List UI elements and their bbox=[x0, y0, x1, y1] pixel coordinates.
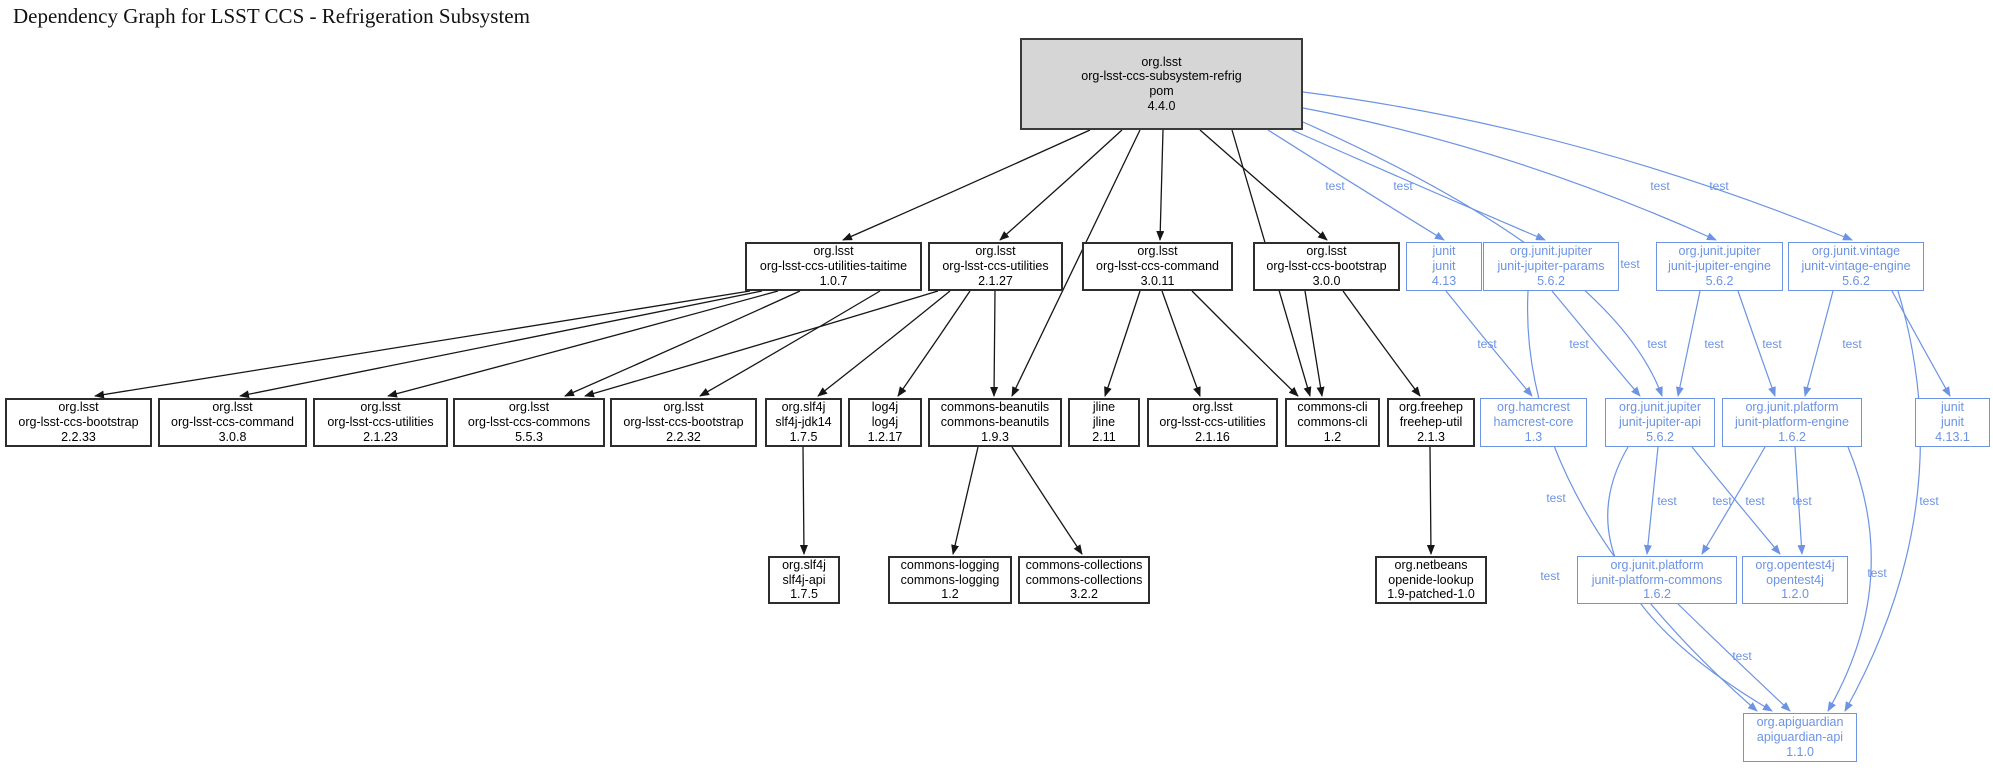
node-junit4131[interactable] bbox=[1915, 398, 1990, 447]
edge-command3011--commonscli bbox=[1192, 291, 1298, 396]
edge-jupiterapi--opentest4j bbox=[1692, 447, 1780, 554]
node-label: 2.1.16 bbox=[1195, 429, 1230, 444]
node-label: commons-logging bbox=[900, 572, 1000, 587]
edge-platformengine--opentest4j bbox=[1795, 447, 1802, 554]
node-label: 3.0.0 bbox=[1312, 273, 1341, 288]
node-label: junit-jupiter-params bbox=[1497, 259, 1605, 274]
node-utilities2116[interactable] bbox=[1147, 398, 1278, 447]
node-label: org-lsst-ccs-utilities bbox=[1159, 415, 1266, 430]
node-label: pom bbox=[1149, 84, 1174, 98]
node-label: 3.2.2 bbox=[1070, 587, 1098, 602]
node-commonslogging[interactable] bbox=[888, 556, 1012, 604]
edge-label-test: test bbox=[1792, 494, 1812, 508]
edge-label-test: test bbox=[1647, 337, 1667, 351]
node-label: org.lsst bbox=[1137, 244, 1178, 259]
node-label: org-lsst-ccs-utilities bbox=[327, 415, 434, 430]
node-label: 4.13.1 bbox=[1935, 429, 1970, 444]
node-bootstrap2232[interactable] bbox=[610, 398, 757, 447]
edge-taitime--command308 bbox=[240, 291, 762, 396]
node-label: org.junit.jupiter bbox=[1678, 244, 1761, 259]
edge-root--vintageengine bbox=[1303, 92, 1852, 240]
node-label: junit bbox=[1432, 244, 1456, 259]
node-label: junit bbox=[1432, 259, 1456, 274]
node-label: 1.2 bbox=[1323, 429, 1342, 444]
node-slf4japi[interactable] bbox=[768, 556, 840, 604]
node-label: 5.6.2 bbox=[1705, 273, 1734, 288]
node-commonscli[interactable] bbox=[1285, 398, 1380, 447]
edge-junit413--hamcrest bbox=[1446, 291, 1532, 396]
node-label: junit-platform-commons bbox=[1591, 572, 1723, 587]
edge-utilities2127--slf4jjdk14 bbox=[818, 291, 950, 396]
edge-bootstrap300--freehep bbox=[1343, 291, 1420, 396]
edge-jupiterparams--jupiterapi bbox=[1552, 291, 1640, 396]
edge-platformcommons--apiguardian bbox=[1678, 604, 1790, 711]
node-label: org.lsst bbox=[1306, 244, 1347, 259]
edge-label-test: test bbox=[1712, 494, 1732, 508]
node-label: 2.1.27 bbox=[978, 273, 1013, 288]
node-label: openide-lookup bbox=[1388, 572, 1474, 587]
edge-label-test: test bbox=[1393, 179, 1413, 193]
node-label: commons-beanutils bbox=[940, 415, 1050, 430]
node-junit413[interactable] bbox=[1406, 242, 1482, 291]
node-label: org-lsst-ccs-bootstrap bbox=[18, 415, 139, 430]
edge-utilities2127--log4j bbox=[898, 291, 970, 396]
node-label: org.lsst bbox=[975, 244, 1016, 259]
edge-beanutils--commonslogging bbox=[953, 447, 978, 554]
node-label: org.lsst bbox=[508, 400, 550, 415]
node-label: org.lsst bbox=[360, 400, 401, 415]
node-label: org.lsst bbox=[212, 400, 253, 415]
edge-utilities2127--commons553 bbox=[585, 291, 938, 396]
edge-freehep--openidelookup bbox=[1430, 447, 1431, 554]
node-label: org.slf4j bbox=[781, 400, 826, 415]
node-slf4jjdk14[interactable] bbox=[765, 398, 842, 447]
edge-platformengine--platformcommons bbox=[1702, 447, 1765, 554]
edge-root--bootstrap300 bbox=[1200, 130, 1327, 240]
node-label: commons-logging bbox=[900, 557, 1000, 572]
edge-root--utilities2127 bbox=[1000, 130, 1122, 240]
node-label: 2.11 bbox=[1092, 429, 1116, 444]
node-label: org-lsst-ccs-subsystem-refrig bbox=[1081, 69, 1242, 84]
node-taitime[interactable] bbox=[745, 242, 922, 291]
node-label: junit-jupiter-api bbox=[1619, 415, 1701, 430]
edge-taitime--bootstrap2232 bbox=[700, 291, 880, 396]
node-label: junit-platform-engine bbox=[1735, 415, 1849, 430]
node-label: org.opentest4j bbox=[1755, 557, 1835, 572]
node-label: commons-cli bbox=[1297, 415, 1368, 430]
edge-label-test: test bbox=[1540, 569, 1560, 583]
node-utilities2123[interactable] bbox=[313, 398, 448, 447]
node-label: slf4j-api bbox=[782, 572, 826, 587]
node-label: 1.9.3 bbox=[981, 429, 1009, 444]
node-label: org-lsst-ccs-utilities-taitime bbox=[759, 259, 908, 274]
node-label: org.slf4j bbox=[782, 557, 826, 572]
node-root[interactable] bbox=[1020, 38, 1303, 130]
node-label: org-lsst-ccs-bootstrap bbox=[623, 415, 744, 430]
node-label: 2.1.23 bbox=[363, 429, 398, 444]
node-label: org.lsst bbox=[813, 244, 854, 259]
node-commonscollections[interactable] bbox=[1018, 556, 1150, 604]
edge-taitime--utilities2123 bbox=[388, 291, 778, 396]
edge-vintageengine--apiguardian bbox=[1845, 291, 1920, 711]
node-label: org-lsst-ccs-bootstrap bbox=[1266, 259, 1387, 274]
edge-label-test: test bbox=[1709, 179, 1729, 193]
node-label: junit bbox=[1941, 415, 1964, 430]
edge-vintageengine--junit4131 bbox=[1892, 291, 1950, 396]
node-label: slf4j-jdk14 bbox=[775, 415, 832, 430]
node-jupiterengine[interactable] bbox=[1656, 242, 1783, 291]
edge-label-test: test bbox=[1732, 649, 1752, 663]
node-label: commons-collections bbox=[1025, 557, 1143, 572]
node-label: org.junit.platform bbox=[1610, 557, 1704, 572]
edge-label-test: test bbox=[1325, 179, 1345, 193]
node-label: org-lsst-ccs-utilities bbox=[942, 259, 1049, 274]
edge-label-test: test bbox=[1745, 494, 1765, 508]
node-label: 1.6.2 bbox=[1778, 429, 1806, 444]
node-label: org.freehep bbox=[1399, 400, 1463, 415]
node-label: 2.2.33 bbox=[61, 429, 96, 444]
node-bootstrap2233[interactable] bbox=[5, 398, 152, 447]
node-label: log4j bbox=[871, 400, 899, 415]
node-label: 5.6.2 bbox=[1646, 429, 1674, 444]
edge-label-test: test bbox=[1546, 491, 1566, 505]
node-vintageengine[interactable] bbox=[1788, 242, 1924, 291]
node-freehep[interactable] bbox=[1387, 398, 1475, 447]
node-label: apiguardian-api bbox=[1756, 730, 1844, 745]
node-label: freehep-util bbox=[1399, 415, 1463, 430]
node-label: 1.0.7 bbox=[819, 273, 848, 288]
node-label: 1.7.5 bbox=[789, 429, 818, 444]
node-jupiterapi[interactable] bbox=[1605, 398, 1715, 447]
node-label: org.junit.jupiter bbox=[1619, 400, 1701, 415]
edge-root--taitime bbox=[843, 130, 1090, 240]
node-label: 1.6.2 bbox=[1643, 587, 1671, 602]
node-label: junit bbox=[1941, 400, 1964, 415]
node-label: 1.2.0 bbox=[1781, 587, 1809, 602]
edge-root--junit413 bbox=[1268, 130, 1444, 240]
edge-label-test: test bbox=[1867, 566, 1887, 580]
node-label: 3.0.11 bbox=[1140, 273, 1175, 288]
node-label: org.junit.platform bbox=[1745, 400, 1839, 415]
node-label: 2.1.3 bbox=[1417, 429, 1445, 444]
edge-jupiterapi--platformcommons bbox=[1647, 447, 1658, 554]
node-label: org.hamcrest bbox=[1497, 400, 1570, 415]
node-label: org.junit.jupiter bbox=[1510, 244, 1592, 259]
node-label: org.netbeans bbox=[1394, 557, 1468, 572]
node-label: opentest4j bbox=[1766, 572, 1824, 587]
edge-label-test: test bbox=[1762, 337, 1782, 351]
edge-beanutils--commonscollections bbox=[1012, 447, 1082, 554]
edge-label-test: test bbox=[1650, 179, 1670, 193]
node-label: commons-collections bbox=[1025, 572, 1143, 587]
edge-taitime--commons553 bbox=[565, 291, 800, 396]
node-command308[interactable] bbox=[158, 398, 307, 447]
node-label: junit-vintage-engine bbox=[1801, 259, 1911, 274]
node-label: 1.1.0 bbox=[1786, 744, 1814, 759]
node-label: junit-jupiter-engine bbox=[1668, 259, 1771, 274]
node-label: org.lsst bbox=[663, 400, 704, 415]
node-hamcrest[interactable] bbox=[1480, 398, 1587, 447]
node-label: org-lsst-ccs-commons bbox=[467, 415, 591, 430]
node-label: 1.7.5 bbox=[790, 587, 818, 602]
node-label: 2.2.32 bbox=[666, 429, 701, 444]
node-label: 1.3 bbox=[1524, 429, 1543, 444]
node-beanutils[interactable] bbox=[928, 398, 1062, 447]
node-openidelookup[interactable] bbox=[1375, 556, 1487, 604]
edge-root--jupiterengine bbox=[1303, 108, 1716, 240]
node-label: 3.0.8 bbox=[218, 429, 247, 444]
node-label: org.junit.vintage bbox=[1811, 244, 1901, 259]
node-opentest4j[interactable] bbox=[1742, 556, 1848, 604]
node-label: 4.4.0 bbox=[1147, 98, 1176, 113]
node-jupiterparams[interactable] bbox=[1483, 242, 1619, 291]
node-apiguardian[interactable] bbox=[1743, 713, 1857, 762]
node-label: commons-beanutils bbox=[940, 400, 1050, 415]
edge-label-test: test bbox=[1842, 337, 1862, 351]
edge-label-test: test bbox=[1704, 337, 1724, 351]
edge-label-test: test bbox=[1569, 337, 1589, 351]
node-bootstrap300[interactable] bbox=[1253, 242, 1400, 291]
edge-root--jupiterparams bbox=[1292, 130, 1545, 240]
edge-jupiterengine--platformengine bbox=[1738, 291, 1775, 396]
edge-taitime--bootstrap2233 bbox=[95, 291, 750, 396]
node-label: hamcrest-core bbox=[1493, 415, 1574, 430]
node-command3011[interactable] bbox=[1082, 242, 1233, 291]
node-label: org-lsst-ccs-command bbox=[1096, 259, 1219, 274]
node-label: commons-cli bbox=[1297, 400, 1368, 415]
edge-label-test: test bbox=[1477, 337, 1497, 351]
node-label: 5.6.2 bbox=[1537, 273, 1565, 288]
node-label: org.lsst bbox=[1141, 54, 1182, 69]
node-label: 5.5.3 bbox=[515, 429, 543, 444]
edge-slf4jjdk14--slf4japi bbox=[803, 447, 804, 554]
node-label: jline bbox=[1092, 400, 1116, 415]
node-label: org.lsst bbox=[1192, 400, 1233, 415]
edge-vintageengine--platformengine bbox=[1805, 291, 1833, 396]
node-label: 4.13 bbox=[1431, 273, 1457, 288]
node-label: 1.2.17 bbox=[867, 429, 903, 444]
edge-label-test: test bbox=[1919, 494, 1939, 508]
edge-jupiterparams--apiguardian bbox=[1528, 291, 1757, 711]
node-label: org-lsst-ccs-command bbox=[171, 415, 294, 430]
node-log4j[interactable] bbox=[848, 398, 922, 447]
node-label: org.apiguardian bbox=[1756, 715, 1844, 730]
node-jline[interactable] bbox=[1068, 398, 1140, 447]
edge-bootstrap300--commonscli bbox=[1305, 291, 1322, 396]
edge-label-test: test bbox=[1620, 257, 1640, 271]
node-utilities2127[interactable] bbox=[928, 242, 1063, 291]
node-label: log4j bbox=[871, 415, 899, 430]
edge-jupiterengine--jupiterapi bbox=[1678, 291, 1700, 396]
edge-command3011--jline bbox=[1105, 291, 1140, 396]
node-label: 1.9-patched-1.0 bbox=[1387, 587, 1475, 602]
graph-title: Dependency Graph for LSST CCS - Refrigeration Subsystem bbox=[13, 4, 530, 28]
edge-command3011--utilities2116 bbox=[1162, 291, 1200, 396]
node-label: 1.2 bbox=[941, 587, 959, 602]
edge-label-test: test bbox=[1657, 494, 1677, 508]
node-label: org.lsst bbox=[58, 400, 99, 415]
edge-utilities2127--beanutils bbox=[994, 291, 995, 396]
node-commons553[interactable] bbox=[453, 398, 605, 447]
node-label: jline bbox=[1092, 415, 1116, 430]
node-platformengine[interactable] bbox=[1722, 398, 1862, 447]
node-label: 5.6.2 bbox=[1842, 273, 1870, 288]
edge-root--command3011 bbox=[1160, 130, 1163, 240]
node-platformcommons[interactable] bbox=[1577, 556, 1737, 604]
